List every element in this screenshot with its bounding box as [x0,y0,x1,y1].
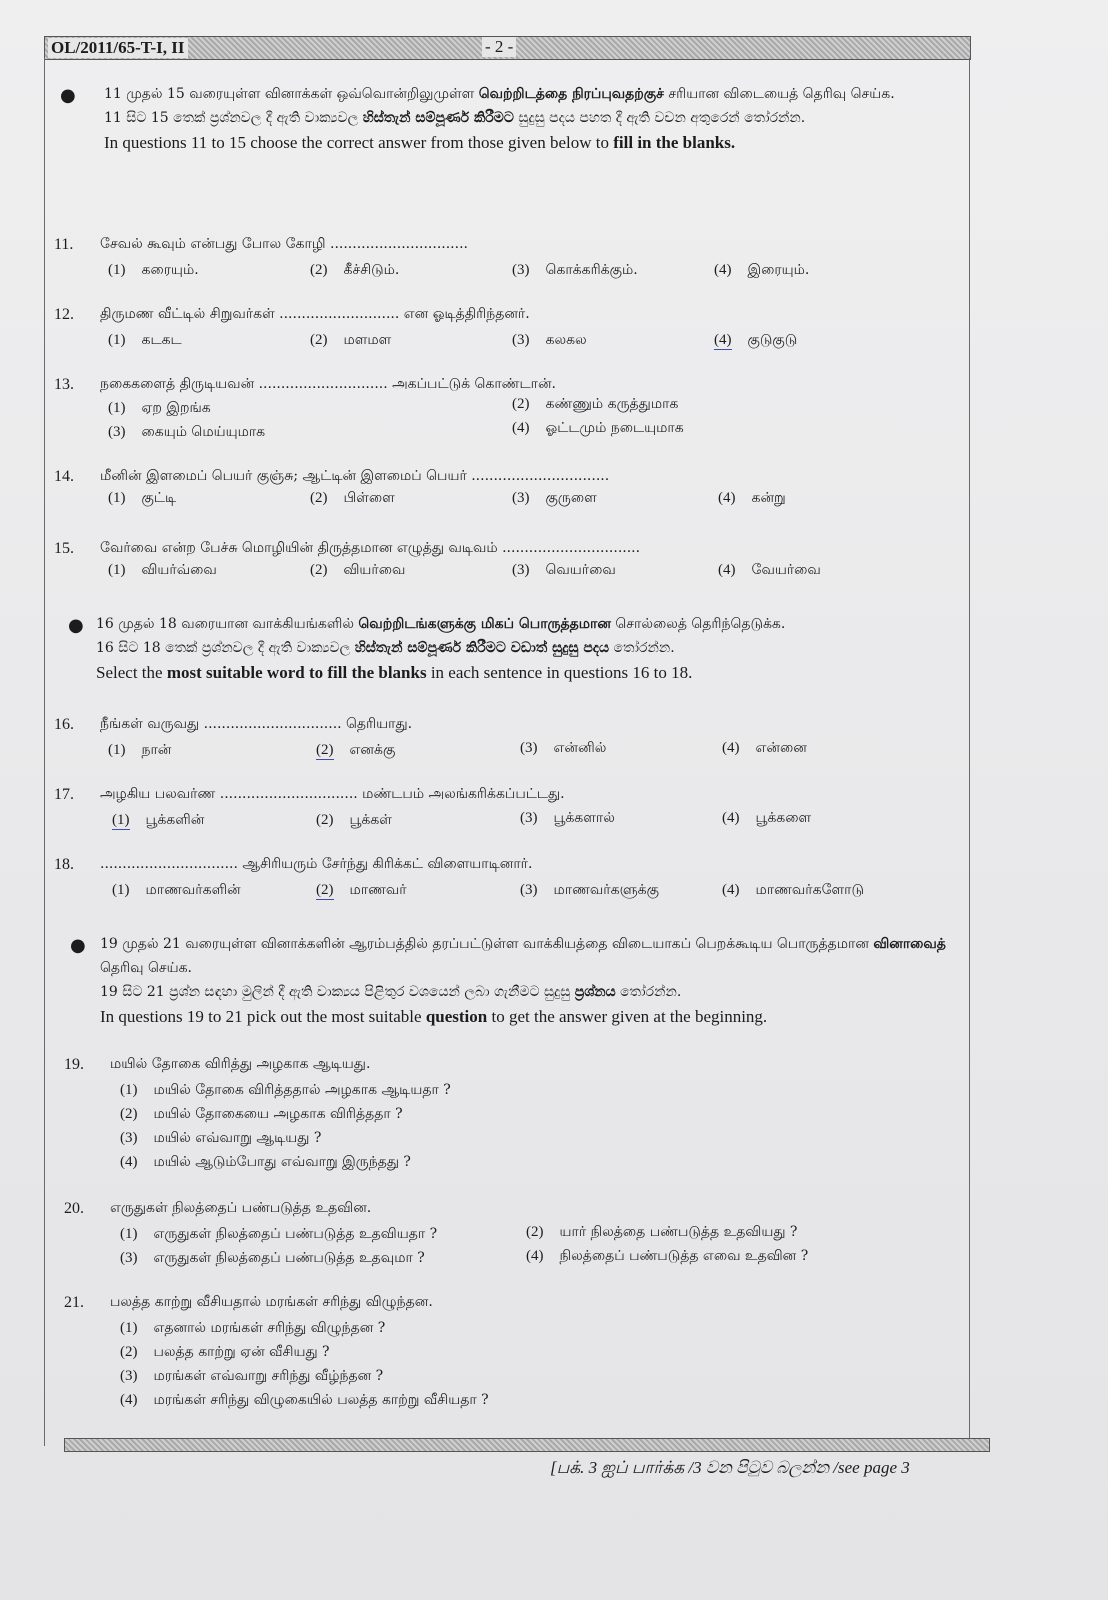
question-20 [64,1200,964,1270]
question-stem: அழகிய பலவர்ண ............................... மண்டபம் அலங்கரிக்கப்பட்டது. [100,786,565,802]
option-3: (3) மாணவர்களுக்கு [520,882,659,898]
option-3: (3) வெயர்வை [512,562,616,578]
option-2: (2) மாணவர் [316,882,407,898]
question-18 [54,856,954,906]
instruction-english: In questions 11 to 15 choose the correct answer from those given below to fill in the blanks. [104,133,736,152]
instruction-tamil: 16 முதல் 18 வரையான வாக்கியங்களில் வெற்றிடங்களுக்கு மிகப் பொருத்தமான சொல்லைத் தெரிந்தெடுக்க. [96,616,786,632]
option-4: (4) மரங்கள் சரிந்து விழுகையில் பலத்த காற்று வீசியதா ? [120,1392,489,1408]
question-number: 13. [54,376,74,393]
option-1: (1) பூக்களின் [112,812,205,828]
option-2: (2) எனக்கு [316,742,396,758]
bullet-icon: ● [70,935,86,956]
option-4: (4) கன்று [718,490,786,506]
instruction-tamil: 19 முதல் 21 வரையுள்ள வினாக்களின் ஆரம்பத்தில் தரப்பட்டுள்ள வாக்கியத்தை விடையாகப் பெறக்கூடிய பொருத்தமான வினாவைத் தெரிவு செய்க. [100,936,946,976]
question-number: 16. [54,716,74,733]
question-14 [54,468,954,518]
option-4: (4) வேயர்வை [718,562,821,578]
option-4: (4) மாணவர்களோடு [722,882,864,898]
question-number: 17. [54,786,74,803]
instructions-11-15 [60,82,964,156]
question-11 [54,236,954,286]
option-2: (2) வியர்வை [310,562,406,578]
option-3: (3) எருதுகள் நிலத்தைப் பண்படுத்த உதவுமா ? [120,1250,425,1266]
instruction-sinhala: 19 සිට 21 ප්‍රශ්න සඳහා මුලින් දී ඇති වාක්‍යය පිළිතුර වශයෙන් ලබා ගැනීමට සුදුසු ප්‍රශ්නය තෝරන්න. [100,984,682,1000]
option-2: (2) பூக்கள் [316,812,392,828]
question-stem: நகைகளைத் திருடியவன் ............................. அகப்பட்டுக் கொண்டான். [100,376,556,392]
question-number: 20. [64,1200,84,1217]
option-1: (1) எருதுகள் நிலத்தைப் பண்படுத்த உதவியதா ? [120,1226,438,1242]
option-4: (4) என்னை [722,740,807,756]
option-2: (2) யார் நிலத்தை பண்படுத்த உதவியது ? [526,1224,798,1240]
option-1: (1) குட்டி [108,490,177,506]
option-3: (3) கலகல [512,332,587,348]
option-2: (2) பலத்த காற்று ஏன் வீசியது ? [120,1344,330,1360]
option-2: (2) பிள்ளை [310,490,395,506]
instructions-19-21 [70,932,958,1030]
page-number: - 2 - [482,37,516,57]
footer-strip [64,1438,990,1452]
option-3: (3) குருளை [512,490,597,506]
instruction-tamil: 11 முதல் 15 வரையுள்ள வினாக்கள் ஒவ்வொன்றிலுமுள்ள வெற்றிடத்தை நிரப்புவதற்குச் சரியான விடையைத் தெரிவு செய்க. [104,86,895,102]
option-3: (3) மரங்கள் எவ்வாறு சரிந்து வீழ்ந்தன ? [120,1368,384,1384]
option-4: (4) குடுகுடு [714,332,798,348]
option-4: (4) மயில் ஆடும்போது எவ்வாறு இருந்தது ? [120,1154,411,1170]
question-stem: மீனின் இளமைப் பெயர் குஞ்சு; ஆட்டின் இளமைப் பெயர் ............................... [100,468,610,484]
option-1: (1) எதனால் மரங்கள் சரிந்து விழுந்தன ? [120,1320,386,1336]
paper-code: OL/2011/65-T-I, II [48,38,188,58]
question-16 [54,716,954,766]
question-12 [54,306,954,356]
option-4: (4) நிலத்தைப் பண்படுத்த எவை உதவின ? [526,1248,809,1264]
option-4: (4) இரையும். [714,262,810,278]
see-next-page: [பக். 3 ஐப் பார்க்க /3 වන පිටුව බලන්න /see page 3 [550,1458,910,1477]
option-2: (2) கண்ணும் கருத்துமாக [512,396,679,412]
option-1: (1) மாணவர்களின் [112,882,241,898]
option-3: (3) பூக்களால் [520,810,615,826]
question-stem: சேவல் கூவும் என்பது போல கோழி ............................... [100,236,468,252]
option-2: (2) மயில் தோகையை அழகாக விரித்ததா ? [120,1106,403,1122]
instruction-sinhala: 11 සිට 15 තෙක් ප්‍රශ්නවල දී ඇති වාක්‍යවල හිස්තැන් සම්පූර්ණ කිරීමට සුදුසු පදය පහත දී ඇති වචන අතුරෙන් තෝරන්න. [104,110,806,126]
option-2: (2) மளமள [310,332,392,348]
option-3: (3) கொக்கரிக்கும். [512,262,638,278]
question-number: 11. [54,236,74,253]
option-3: (3) என்னில் [520,740,607,756]
question-stem: வேர்வை என்ற பேச்சு மொழியின் திருத்தமான எழுத்து வடிவம் ............................... [100,540,641,556]
question-19 [64,1056,964,1176]
question-stem: பலத்த காற்று வீசியதால் மரங்கள் சரிந்து விழுந்தன. [110,1294,433,1310]
option-3: (3) கையும் மெய்யுமாக [108,424,266,440]
question-13 [54,376,954,446]
question-stem: எருதுகள் நிலத்தைப் பண்படுத்த உதவின. [110,1200,372,1216]
question-15 [54,540,954,590]
question-number: 18. [54,856,74,873]
option-1: (1) கரையும். [108,262,199,278]
question-21 [64,1294,964,1414]
question-stem: திருமண வீட்டில் சிறுவர்கள் ........................... என ஓடித்திரிந்தனர். [100,306,530,322]
option-2: (2) கீச்சிடும். [310,262,400,278]
option-1: (1) வியர்வ்வை [108,562,217,578]
option-1: (1) நான் [108,742,172,758]
option-1: (1) ஏற இறங்க [108,400,211,416]
question-number: 14. [54,468,74,485]
question-stem: மயில் தோகை விரித்து அழகாக ஆடியது. [110,1056,371,1072]
option-4: (4) ஓட்டமும் நடையுமாக [512,420,684,436]
option-1: (1) கடகட [108,332,182,348]
question-stem: ............................... ஆசிரியரும் சேர்ந்து கிரிக்கட் விளையாடினார். [100,856,533,872]
instruction-english: Select the most suitable word to fill the blanks in each sentence in questions 16 to 18. [96,663,693,682]
question-17 [54,786,954,836]
instructions-16-18 [68,612,956,686]
bullet-icon: ● [68,615,84,636]
question-number: 21. [64,1294,84,1311]
option-1: (1) மயில் தோகை விரித்ததால் அழகாக ஆடியதா ? [120,1082,451,1098]
question-number: 19. [64,1056,84,1073]
option-4: (4) பூக்களை [722,810,812,826]
question-number: 12. [54,306,74,323]
question-number: 15. [54,540,74,557]
instruction-sinhala: 16 සිට 18 තෙක් ප්‍රශ්නවල දී ඇති වාක්‍යවල හිස්තැන් සම්පූර්ණ කිරීමට වඩාත් සුදුසු පදය තෝරන්න. [96,640,675,656]
question-stem: நீங்கள் வருவது ............................... தெரியாது. [100,716,413,732]
instruction-english: In questions 19 to 21 pick out the most suitable question to get the answer given at the beginning. [100,1007,768,1026]
option-3: (3) மயில் எவ்வாறு ஆடியது ? [120,1130,322,1146]
bullet-icon: ● [60,85,76,106]
